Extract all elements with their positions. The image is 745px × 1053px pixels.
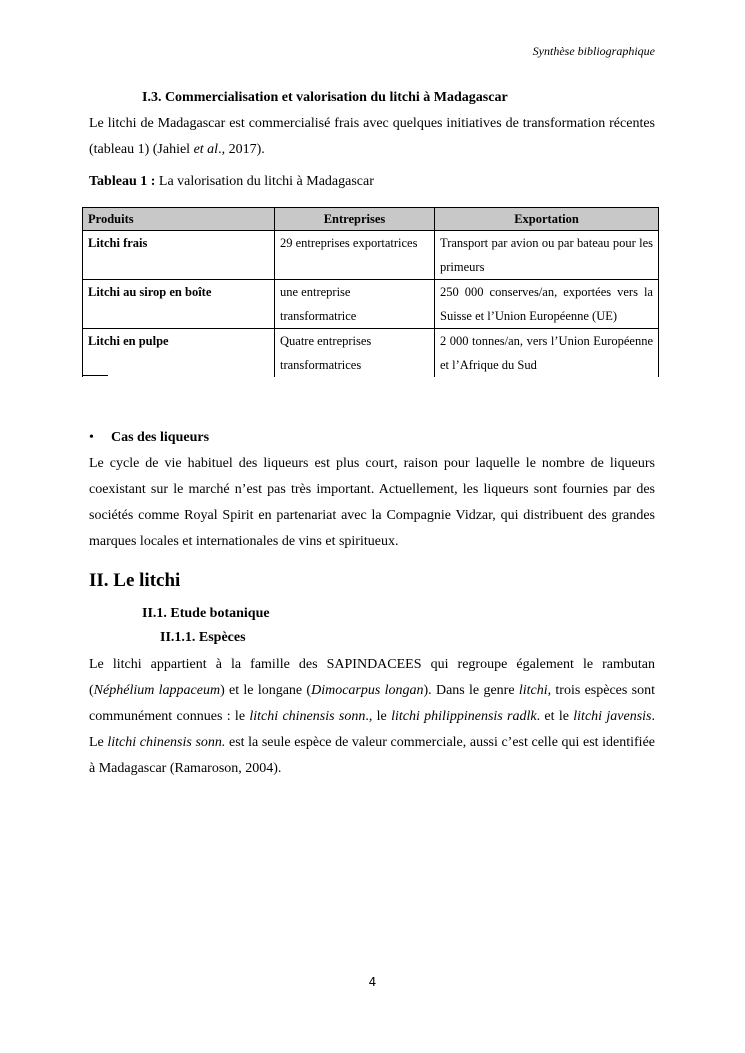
table-caption-text: La valorisation du litchi à Madagascar xyxy=(155,174,374,189)
para-italic: et al xyxy=(193,142,219,157)
table-cell-exportation: Transport par avion ou par bateau pour les primeurs xyxy=(435,231,659,280)
para-text: ) et le longane ( xyxy=(220,683,312,698)
section-heading-1-3: I.3. Commercialisation et valorisation du litchi à Madagascar xyxy=(142,90,508,105)
section-heading-2-1: II.1. Etude botanique xyxy=(142,606,270,621)
page-number: 4 xyxy=(368,975,377,989)
table-caption xyxy=(89,174,374,190)
para-text: ., le xyxy=(365,709,392,724)
running-header: Synthèse bibliographique xyxy=(532,44,655,58)
para-text: ). Dans le genre xyxy=(423,683,519,698)
para-text: ., 2017). xyxy=(218,142,265,157)
valorisation-table xyxy=(82,207,659,377)
para-italic: litchi philippinensis radlk xyxy=(391,709,537,724)
table-cell-produit: Litchi en pulpe xyxy=(83,329,275,378)
table-header-entreprises: Entreprises xyxy=(275,208,435,231)
section-1-3-paragraph xyxy=(89,111,655,163)
especes-paragraph xyxy=(89,652,655,782)
para-text: Le litchi de Madagascar est commercialisé frais avec quelques initiatives de transformation récentes (tableau 1) (Jahiel xyxy=(89,116,655,157)
para-italic: litchi javensis xyxy=(573,709,652,724)
section-heading-2-1-1: II.1.1. Espèces xyxy=(160,630,246,645)
table-row xyxy=(83,329,659,378)
table-cell-entreprises: Quatre entreprises transformatrices xyxy=(275,329,435,378)
para-text: , trois espèces sont communément connues : le xyxy=(89,683,655,724)
table-header-exportation: Exportation xyxy=(435,208,659,231)
table-cell-exportation: 2 000 tonnes/an, vers l’Union Européenne et l’Afrique du Sud xyxy=(435,329,659,378)
para-italic: litchi chinensis sonn xyxy=(249,709,366,724)
para-text: Le litchi appartient à la famille des SAPINDACEES qui regroupe également le rambutan ( xyxy=(89,657,655,698)
table-header-produits: Produits xyxy=(83,208,275,231)
bullet-liqueurs xyxy=(89,430,209,446)
para-text: . Le xyxy=(89,709,655,750)
table-cell-exportation: 250 000 conserves/an, exportées vers la Suisse et l’Union Européenne (UE) xyxy=(435,280,659,329)
bullet-icon: • xyxy=(89,430,94,445)
para-italic: litchi chinensis sonn. xyxy=(107,735,226,750)
section-heading-2: II. Le litchi xyxy=(89,570,181,591)
table-row xyxy=(83,231,659,280)
table-cell-entreprises: 29 entreprises exportatrices xyxy=(275,231,435,280)
para-italic: Dimocarpus longan xyxy=(311,683,424,698)
para-italic: litchi xyxy=(518,683,548,698)
para-text: . et le xyxy=(536,709,574,724)
liqueurs-paragraph: Le cycle de vie habituel des liqueurs est plus court, raison pour laquelle le nombre de liqueurs coexistant sur le marché n’est pas très important. Actuellement, les liqueurs sont fournies par des sociétés comme Royal Spirit en partenariat avec la Compagnie Vidzar, qui distribuent des grandes marques locales et internationales de vins et spiritueux. xyxy=(89,456,655,549)
table-row xyxy=(83,280,659,329)
table-cell-produit: Litchi au sirop en boîte xyxy=(83,280,275,329)
bullet-heading: Cas des liqueurs xyxy=(111,430,210,445)
table-caption-label: Tableau 1 : xyxy=(89,174,156,189)
table-header-row xyxy=(83,208,659,231)
para-italic: Néphélium lappaceum xyxy=(93,683,221,698)
table-cell-produit: Litchi frais xyxy=(83,231,275,280)
para-text: est la seule espèce de valeur commerciale, aussi c’est celle qui est identifiée à Madagascar (Ramaroson, 2004). xyxy=(89,735,655,776)
table-cell-entreprises: une entreprise transformatrice xyxy=(275,280,435,329)
table-bottom-stub xyxy=(82,375,108,376)
